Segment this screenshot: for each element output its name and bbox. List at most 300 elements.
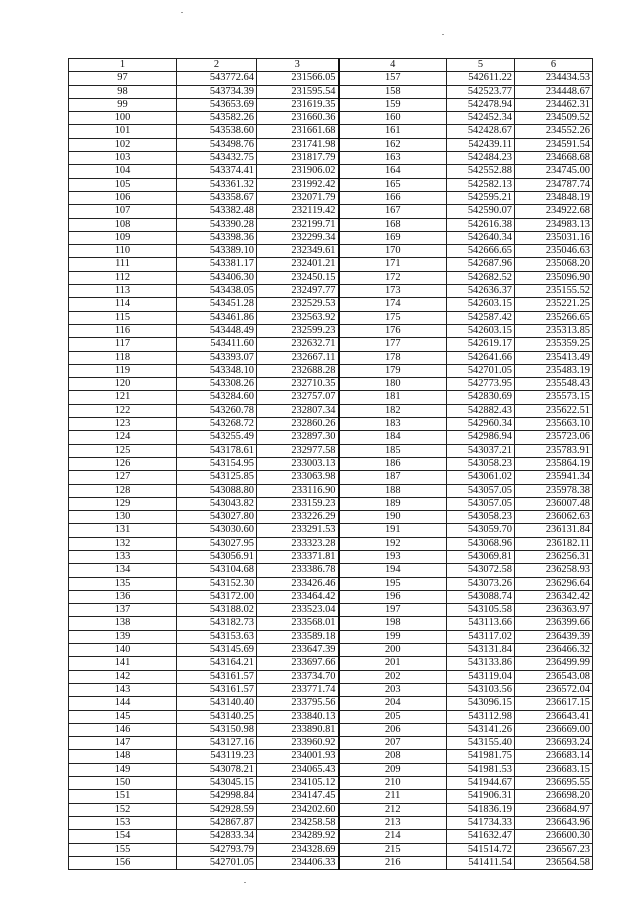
y-coordinate-cell: 232897.30 [257, 431, 339, 444]
x-coordinate-cell: 543448.49 [177, 324, 257, 337]
x-coordinate-cell: 543037.21 [447, 444, 515, 457]
column-header: 1 [69, 59, 177, 72]
point-number-cell: 162 [339, 138, 447, 151]
y-coordinate-cell: 235046.63 [515, 245, 593, 258]
y-coordinate-cell: 236131.84 [515, 524, 593, 537]
x-coordinate-cell: 542701.05 [177, 856, 257, 869]
y-coordinate-cell: 233291.53 [257, 524, 339, 537]
y-coordinate-cell: 236342.42 [515, 590, 593, 603]
y-coordinate-cell: 231595.54 [257, 85, 339, 98]
table-row [69, 258, 593, 271]
y-coordinate-cell: 234328.69 [257, 843, 339, 856]
x-coordinate-cell: 543045.15 [177, 777, 257, 790]
point-number-cell: 211 [339, 790, 447, 803]
y-coordinate-cell: 234983.13 [515, 218, 593, 231]
table-row [69, 697, 593, 710]
point-number-cell: 200 [339, 644, 447, 657]
x-coordinate-cell: 542986.94 [447, 431, 515, 444]
y-coordinate-cell: 234462.31 [515, 98, 593, 111]
y-coordinate-cell: 233697.66 [257, 657, 339, 670]
y-coordinate-cell: 232710.35 [257, 378, 339, 391]
x-coordinate-cell: 543145.69 [177, 644, 257, 657]
y-coordinate-cell: 233003.13 [257, 457, 339, 470]
x-coordinate-cell: 542636.37 [447, 285, 515, 298]
y-coordinate-cell: 233371.81 [257, 550, 339, 563]
x-coordinate-cell: 543058.23 [447, 457, 515, 470]
scan-speck [244, 882, 246, 883]
point-number-cell: 189 [339, 497, 447, 510]
y-coordinate-cell: 235723.06 [515, 431, 593, 444]
table-row [69, 457, 593, 470]
y-coordinate-cell: 233795.56 [257, 697, 339, 710]
point-number-cell: 146 [69, 723, 177, 736]
x-coordinate-cell: 542478.94 [447, 98, 515, 111]
point-number-cell: 129 [69, 497, 177, 510]
x-coordinate-cell: 543103.56 [447, 683, 515, 696]
x-coordinate-cell: 542603.15 [447, 324, 515, 337]
table-row [69, 497, 593, 510]
y-coordinate-cell: 232119.42 [257, 205, 339, 218]
y-coordinate-cell: 233523.04 [257, 604, 339, 617]
column-header: 3 [257, 59, 339, 72]
y-coordinate-cell: 233226.29 [257, 511, 339, 524]
x-coordinate-cell: 542641.66 [447, 351, 515, 364]
point-number-cell: 206 [339, 723, 447, 736]
point-number-cell: 156 [69, 856, 177, 869]
table-row [69, 710, 593, 723]
y-coordinate-cell: 231992.42 [257, 178, 339, 191]
point-number-cell: 104 [69, 165, 177, 178]
x-coordinate-cell: 542960.34 [447, 418, 515, 431]
x-coordinate-cell: 543133.86 [447, 657, 515, 670]
table-row [69, 856, 593, 869]
x-coordinate-cell: 543088.74 [447, 590, 515, 603]
point-number-cell: 199 [339, 630, 447, 643]
y-coordinate-cell: 233589.18 [257, 630, 339, 643]
point-number-cell: 120 [69, 378, 177, 391]
x-coordinate-cell: 542640.34 [447, 231, 515, 244]
scan-speck [442, 34, 444, 35]
point-number-cell: 147 [69, 737, 177, 750]
x-coordinate-cell: 543382.48 [177, 205, 257, 218]
x-coordinate-cell: 543072.58 [447, 564, 515, 577]
point-number-cell: 131 [69, 524, 177, 537]
x-coordinate-cell: 543078.21 [177, 763, 257, 776]
point-number-cell: 178 [339, 351, 447, 364]
point-number-cell: 111 [69, 258, 177, 271]
x-coordinate-cell: 543140.40 [177, 697, 257, 710]
y-coordinate-cell: 236698.20 [515, 790, 593, 803]
point-number-cell: 141 [69, 657, 177, 670]
y-coordinate-cell: 231566.05 [257, 72, 339, 85]
table-row [69, 218, 593, 231]
point-number-cell: 100 [69, 112, 177, 125]
x-coordinate-cell: 542833.34 [177, 830, 257, 843]
x-coordinate-cell: 543374.41 [177, 165, 257, 178]
x-coordinate-cell: 542882.43 [447, 404, 515, 417]
x-coordinate-cell: 543057.05 [447, 484, 515, 497]
point-number-cell: 151 [69, 790, 177, 803]
y-coordinate-cell: 232977.58 [257, 444, 339, 457]
x-coordinate-cell: 541981.75 [447, 750, 515, 763]
point-number-cell: 185 [339, 444, 447, 457]
x-coordinate-cell: 543113.66 [447, 617, 515, 630]
point-number-cell: 112 [69, 271, 177, 284]
x-coordinate-cell: 543153.63 [177, 630, 257, 643]
y-coordinate-cell: 236399.66 [515, 617, 593, 630]
point-number-cell: 145 [69, 710, 177, 723]
x-coordinate-cell: 543125.85 [177, 471, 257, 484]
column-header: 5 [447, 59, 515, 72]
point-number-cell: 99 [69, 98, 177, 111]
y-coordinate-cell: 235221.25 [515, 298, 593, 311]
y-coordinate-cell: 231661.68 [257, 125, 339, 138]
y-coordinate-cell: 232497.77 [257, 285, 339, 298]
x-coordinate-cell: 543104.68 [177, 564, 257, 577]
y-coordinate-cell: 236693.24 [515, 737, 593, 750]
point-number-cell: 213 [339, 816, 447, 829]
point-number-cell: 166 [339, 191, 447, 204]
x-coordinate-cell: 543058.23 [447, 511, 515, 524]
table-row [69, 617, 593, 630]
x-coordinate-cell: 542773.95 [447, 378, 515, 391]
y-coordinate-cell: 235031.16 [515, 231, 593, 244]
table-row [69, 231, 593, 244]
x-coordinate-cell: 543406.30 [177, 271, 257, 284]
x-coordinate-cell: 543381.17 [177, 258, 257, 271]
y-coordinate-cell: 233159.23 [257, 497, 339, 510]
point-number-cell: 127 [69, 471, 177, 484]
y-coordinate-cell: 233890.81 [257, 723, 339, 736]
x-coordinate-cell: 543119.23 [177, 750, 257, 763]
x-coordinate-cell: 542830.69 [447, 391, 515, 404]
x-coordinate-cell: 543255.49 [177, 431, 257, 444]
y-coordinate-cell: 235573.15 [515, 391, 593, 404]
table-row [69, 537, 593, 550]
point-number-cell: 182 [339, 404, 447, 417]
point-number-cell: 176 [339, 324, 447, 337]
point-number-cell: 105 [69, 178, 177, 191]
y-coordinate-cell: 233568.01 [257, 617, 339, 630]
x-coordinate-cell: 541906.31 [447, 790, 515, 803]
x-coordinate-cell: 543451.28 [177, 298, 257, 311]
x-coordinate-cell: 542428.67 [447, 125, 515, 138]
x-coordinate-cell: 542928.59 [177, 803, 257, 816]
y-coordinate-cell: 234668.68 [515, 152, 593, 165]
y-coordinate-cell: 236617.15 [515, 697, 593, 710]
x-coordinate-cell: 543772.64 [177, 72, 257, 85]
y-coordinate-cell: 232529.53 [257, 298, 339, 311]
x-coordinate-cell: 542998.84 [177, 790, 257, 803]
point-number-cell: 186 [339, 457, 447, 470]
table-row [69, 85, 593, 98]
point-number-cell: 154 [69, 830, 177, 843]
point-number-cell: 173 [339, 285, 447, 298]
y-coordinate-cell: 235783.91 [515, 444, 593, 457]
point-number-cell: 114 [69, 298, 177, 311]
y-coordinate-cell: 234509.52 [515, 112, 593, 125]
y-coordinate-cell: 236567.23 [515, 843, 593, 856]
y-coordinate-cell: 234289.92 [257, 830, 339, 843]
y-coordinate-cell: 234922.68 [515, 205, 593, 218]
point-number-cell: 161 [339, 125, 447, 138]
point-number-cell: 192 [339, 537, 447, 550]
y-coordinate-cell: 233647.39 [257, 644, 339, 657]
y-coordinate-cell: 232071.79 [257, 191, 339, 204]
x-coordinate-cell: 541944.67 [447, 777, 515, 790]
point-number-cell: 159 [339, 98, 447, 111]
table-row [69, 803, 593, 816]
table-row [69, 98, 593, 111]
table-row [69, 683, 593, 696]
x-coordinate-cell: 543043.82 [177, 497, 257, 510]
point-number-cell: 103 [69, 152, 177, 165]
x-coordinate-cell: 543411.60 [177, 338, 257, 351]
table-row [69, 630, 593, 643]
y-coordinate-cell: 231660.36 [257, 112, 339, 125]
y-coordinate-cell: 236439.39 [515, 630, 593, 643]
point-number-cell: 107 [69, 205, 177, 218]
x-coordinate-cell: 542587.42 [447, 311, 515, 324]
table-row [69, 298, 593, 311]
point-number-cell: 98 [69, 85, 177, 98]
y-coordinate-cell: 235359.25 [515, 338, 593, 351]
point-number-cell: 143 [69, 683, 177, 696]
x-coordinate-cell: 542523.77 [447, 85, 515, 98]
point-number-cell: 209 [339, 763, 447, 776]
table-row [69, 245, 593, 258]
x-coordinate-cell: 542666.65 [447, 245, 515, 258]
table-row [69, 271, 593, 284]
x-coordinate-cell: 543069.81 [447, 550, 515, 563]
point-number-cell: 140 [69, 644, 177, 657]
point-number-cell: 169 [339, 231, 447, 244]
y-coordinate-cell: 234406.33 [257, 856, 339, 869]
x-coordinate-cell: 542793.79 [177, 843, 257, 856]
point-number-cell: 117 [69, 338, 177, 351]
point-number-cell: 191 [339, 524, 447, 537]
point-number-cell: 153 [69, 816, 177, 829]
table-row [69, 750, 593, 763]
x-coordinate-cell: 543161.57 [177, 670, 257, 683]
x-coordinate-cell: 542452.34 [447, 112, 515, 125]
x-coordinate-cell: 543161.57 [177, 683, 257, 696]
y-coordinate-cell: 232199.71 [257, 218, 339, 231]
table-row [69, 338, 593, 351]
x-coordinate-cell: 543073.26 [447, 577, 515, 590]
table-row [69, 431, 593, 444]
x-coordinate-cell: 543653.69 [177, 98, 257, 111]
table-row [69, 378, 593, 391]
table-row [69, 843, 593, 856]
y-coordinate-cell: 231741.98 [257, 138, 339, 151]
point-number-cell: 165 [339, 178, 447, 191]
point-number-cell: 170 [339, 245, 447, 258]
point-number-cell: 102 [69, 138, 177, 151]
table-row [69, 364, 593, 377]
point-number-cell: 155 [69, 843, 177, 856]
y-coordinate-cell: 235313.85 [515, 324, 593, 337]
y-coordinate-cell: 234745.00 [515, 165, 593, 178]
point-number-cell: 163 [339, 152, 447, 165]
y-coordinate-cell: 233840.13 [257, 710, 339, 723]
point-number-cell: 158 [339, 85, 447, 98]
x-coordinate-cell: 541411.54 [447, 856, 515, 869]
y-coordinate-cell: 232563.92 [257, 311, 339, 324]
x-coordinate-cell: 543538.60 [177, 125, 257, 138]
point-number-cell: 175 [339, 311, 447, 324]
x-coordinate-cell: 543096.15 [447, 697, 515, 710]
x-coordinate-cell: 543150.98 [177, 723, 257, 736]
table-row [69, 72, 593, 85]
y-coordinate-cell: 236499.99 [515, 657, 593, 670]
point-number-cell: 210 [339, 777, 447, 790]
y-coordinate-cell: 236600.30 [515, 830, 593, 843]
x-coordinate-cell: 541981.53 [447, 763, 515, 776]
y-coordinate-cell: 234065.43 [257, 763, 339, 776]
y-coordinate-cell: 234001.93 [257, 750, 339, 763]
point-number-cell: 172 [339, 271, 447, 284]
point-number-cell: 181 [339, 391, 447, 404]
y-coordinate-cell: 236256.31 [515, 550, 593, 563]
y-coordinate-cell: 236643.41 [515, 710, 593, 723]
point-number-cell: 119 [69, 364, 177, 377]
table-row [69, 112, 593, 125]
point-number-cell: 148 [69, 750, 177, 763]
point-number-cell: 134 [69, 564, 177, 577]
x-coordinate-cell: 543260.78 [177, 404, 257, 417]
point-number-cell: 123 [69, 418, 177, 431]
x-coordinate-cell: 543390.28 [177, 218, 257, 231]
table-row [69, 484, 593, 497]
point-number-cell: 174 [339, 298, 447, 311]
table-row [69, 311, 593, 324]
y-coordinate-cell: 235548.43 [515, 378, 593, 391]
x-coordinate-cell: 543398.36 [177, 231, 257, 244]
table-row [69, 737, 593, 750]
table-row [69, 125, 593, 138]
y-coordinate-cell: 231619.35 [257, 98, 339, 111]
x-coordinate-cell: 541632.47 [447, 830, 515, 843]
y-coordinate-cell: 234552.26 [515, 125, 593, 138]
point-number-cell: 212 [339, 803, 447, 816]
point-number-cell: 168 [339, 218, 447, 231]
x-coordinate-cell: 542701.05 [447, 364, 515, 377]
point-number-cell: 204 [339, 697, 447, 710]
x-coordinate-cell: 543284.60 [177, 391, 257, 404]
point-number-cell: 132 [69, 537, 177, 550]
x-coordinate-cell: 542682.52 [447, 271, 515, 284]
table-row [69, 152, 593, 165]
table-row [69, 723, 593, 736]
point-number-cell: 188 [339, 484, 447, 497]
x-coordinate-cell: 542616.38 [447, 218, 515, 231]
y-coordinate-cell: 232688.28 [257, 364, 339, 377]
point-number-cell: 160 [339, 112, 447, 125]
x-coordinate-cell: 543027.80 [177, 511, 257, 524]
y-coordinate-cell: 232860.26 [257, 418, 339, 431]
x-coordinate-cell: 543057.05 [447, 497, 515, 510]
x-coordinate-cell: 542582.13 [447, 178, 515, 191]
point-number-cell: 201 [339, 657, 447, 670]
point-number-cell: 116 [69, 324, 177, 337]
y-coordinate-cell: 235068.20 [515, 258, 593, 271]
table-row [69, 644, 593, 657]
y-coordinate-cell: 236564.58 [515, 856, 593, 869]
y-coordinate-cell: 234202.60 [257, 803, 339, 816]
table-row [69, 524, 593, 537]
point-number-cell: 121 [69, 391, 177, 404]
y-coordinate-cell: 234848.19 [515, 191, 593, 204]
point-number-cell: 135 [69, 577, 177, 590]
y-coordinate-cell: 233734.70 [257, 670, 339, 683]
point-number-cell: 195 [339, 577, 447, 590]
point-number-cell: 190 [339, 511, 447, 524]
x-coordinate-cell: 543172.00 [177, 590, 257, 603]
x-coordinate-cell: 543155.40 [447, 737, 515, 750]
x-coordinate-cell: 543268.72 [177, 418, 257, 431]
y-coordinate-cell: 234591.54 [515, 138, 593, 151]
y-coordinate-cell: 233386.78 [257, 564, 339, 577]
x-coordinate-cell: 543068.96 [447, 537, 515, 550]
table-row [69, 324, 593, 337]
point-number-cell: 122 [69, 404, 177, 417]
x-coordinate-cell: 542552.88 [447, 165, 515, 178]
y-coordinate-cell: 233771.74 [257, 683, 339, 696]
x-coordinate-cell: 543140.25 [177, 710, 257, 723]
point-number-cell: 128 [69, 484, 177, 497]
y-coordinate-cell: 231906.02 [257, 165, 339, 178]
x-coordinate-cell: 542611.22 [447, 72, 515, 85]
point-number-cell: 113 [69, 285, 177, 298]
y-coordinate-cell: 233323.28 [257, 537, 339, 550]
y-coordinate-cell: 233960.92 [257, 737, 339, 750]
point-number-cell: 133 [69, 550, 177, 563]
table-row [69, 830, 593, 843]
point-number-cell: 157 [339, 72, 447, 85]
y-coordinate-cell: 235413.49 [515, 351, 593, 364]
x-coordinate-cell: 543119.04 [447, 670, 515, 683]
column-header: 6 [515, 59, 593, 72]
y-coordinate-cell: 235266.65 [515, 311, 593, 324]
x-coordinate-cell: 543164.21 [177, 657, 257, 670]
point-number-cell: 194 [339, 564, 447, 577]
x-coordinate-cell: 541836.19 [447, 803, 515, 816]
y-coordinate-cell: 234787.74 [515, 178, 593, 191]
table-row [69, 816, 593, 829]
point-number-cell: 137 [69, 604, 177, 617]
x-coordinate-cell: 543461.86 [177, 311, 257, 324]
x-coordinate-cell: 543308.26 [177, 378, 257, 391]
x-coordinate-cell: 543438.05 [177, 285, 257, 298]
point-number-cell: 205 [339, 710, 447, 723]
y-coordinate-cell: 233464.42 [257, 590, 339, 603]
y-coordinate-cell: 233426.46 [257, 577, 339, 590]
point-number-cell: 202 [339, 670, 447, 683]
x-coordinate-cell: 543178.61 [177, 444, 257, 457]
point-number-cell: 149 [69, 763, 177, 776]
y-coordinate-cell: 236007.48 [515, 497, 593, 510]
y-coordinate-cell: 234434.53 [515, 72, 593, 85]
point-number-cell: 144 [69, 697, 177, 710]
table-row [69, 590, 593, 603]
x-coordinate-cell: 543131.84 [447, 644, 515, 657]
point-number-cell: 118 [69, 351, 177, 364]
y-coordinate-cell: 236643.96 [515, 816, 593, 829]
point-number-cell: 171 [339, 258, 447, 271]
y-coordinate-cell: 235978.38 [515, 484, 593, 497]
x-coordinate-cell: 543734.39 [177, 85, 257, 98]
